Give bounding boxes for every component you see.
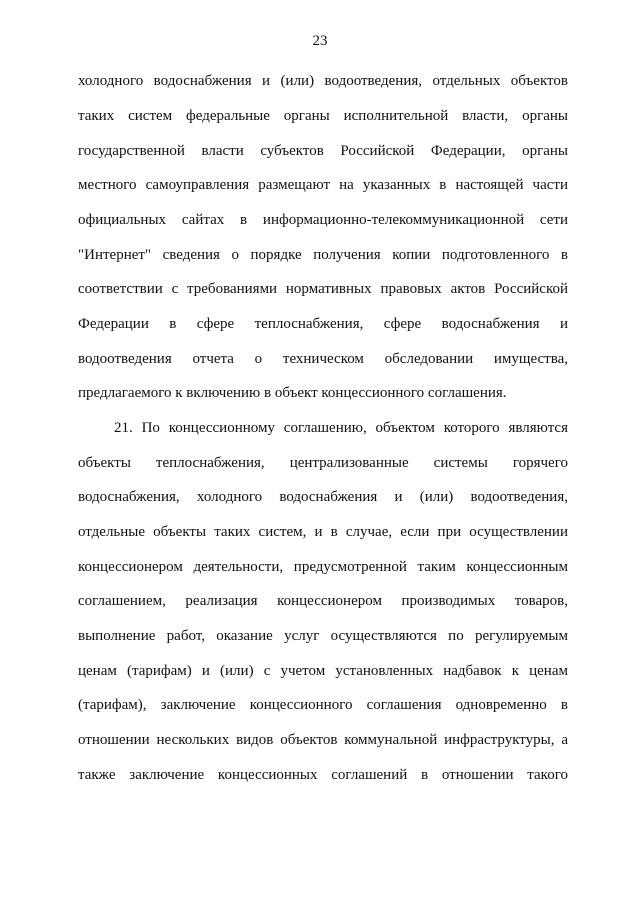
text-line: (тарифам), заключение концессионного соглашения одновременно в [78,697,568,713]
text-line: объекты теплоснабжения, централизованные системы горячего [78,455,568,471]
text-line: водоснабжения, холодного водоснабжения и (или) водоотведения, [78,489,568,505]
text-line: предлагаемого к включению в объект концессионного соглашения. [78,385,507,401]
text-line: таких систем федеральные органы исполнительной власти, органы [78,108,568,124]
text-line: отдельные объекты таких систем, и в случае, если при осуществлении [78,524,568,540]
text-line: официальных сайтах в информационно-телекоммуникационной сети [78,212,568,228]
text-line: также заключение концессионных соглашений в отношении такого [78,767,568,783]
text-line: отношении нескольких видов объектов коммунальной инфраструктуры, а [78,732,568,748]
text-line: "Интернет" сведения о порядке получения копии подготовленного в [78,247,568,263]
text-line: водоотведения отчета о техническом обследовании имущества, [78,351,568,367]
text-line: государственной власти субъектов Российской Федерации, органы [78,143,568,159]
page-number: 23 [312,33,328,49]
text-line: выполнение работ, оказание услуг осуществляются по регулируемым [78,628,568,644]
text-line: холодного водоснабжения и (или) водоотведения, отдельных объектов [78,73,568,89]
text-line: концессионером деятельности, предусмотренной таким концессионным [78,559,568,575]
text-line: Федерации в сфере теплоснабжения, сфере водоснабжения и [78,316,568,332]
text-line: соответствии с требованиями нормативных правовых актов Российской [78,281,568,297]
text-line: ценам (тарифам) и (или) с учетом установленных надбавок к ценам [78,663,568,679]
text-line: местного самоуправления размещают на указанных в настоящей части [78,177,568,193]
text-line: 21. По концессионному соглашению, объектом которого являются [114,420,568,436]
text-line: соглашением, реализация концессионером производимых товаров, [78,593,568,609]
